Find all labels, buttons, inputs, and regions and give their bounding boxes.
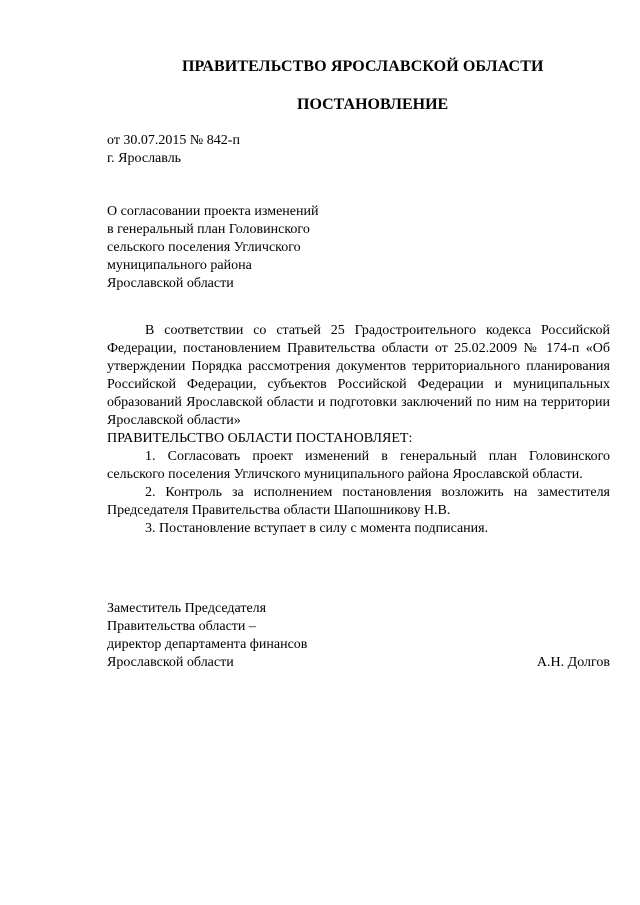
resolution-item: 3. Постановление вступает в силу с момента подписания. xyxy=(145,521,489,536)
signatory-title-line: директор департамента финансов xyxy=(107,637,308,652)
subject-line: муниципального района xyxy=(107,258,252,273)
date-and-number: от 30.07.2015 № 842-п xyxy=(107,133,240,148)
preamble-paragraph: В соответствии со статьей 25 Градостроительного кодекса Российской Федерации, постановлением Правительства области от 25.02.2009 № 174-п «Об утверждении Порядка рассмотрения документов территориального планирования Российской Федерации, субъектов Российской Федерации и муниципальных образований Ярославской области и подготовки заключений по ним на территории Ярославской области» xyxy=(107,323,610,428)
signatory-final-line xyxy=(107,654,610,672)
document-meta xyxy=(107,132,240,168)
document-subject xyxy=(107,203,318,293)
subject-line: О согласовании проекта изменений xyxy=(107,204,319,219)
place-of-issue: г. Ярославль xyxy=(107,151,182,166)
subject-line: Ярославской области xyxy=(107,276,234,291)
resolution-item: 2. Контроль за исполнением постановления возложить на заместителя Председателя Правительства области Шапошникову Н.В. xyxy=(107,485,610,518)
subject-line: в генеральный план Головинского xyxy=(107,222,310,237)
signatory-title-line: Ярославской области xyxy=(107,655,234,670)
signatory-title-line: Правительства области – xyxy=(107,619,256,634)
signatory-name: А.Н. Долгов xyxy=(536,655,610,670)
signatory-title-line: Заместитель Председателя xyxy=(107,601,267,616)
resolution-statement: ПРАВИТЕЛЬСТВО ОБЛАСТИ ПОСТАНОВЛЯЕТ: xyxy=(107,431,413,446)
issuing-authority-heading: ПРАВИТЕЛЬСТВО ЯРОСЛАВСКОЙ ОБЛАСТИ xyxy=(182,58,544,75)
signature-block xyxy=(107,600,610,672)
document-body xyxy=(107,322,610,538)
subject-line: сельского поселения Угличского xyxy=(107,240,301,255)
resolution-item: 1. Согласовать проект изменений в генеральный план Головинского сельского поселения Угличского муниципального района Ярославской области. xyxy=(107,449,610,482)
document-type-heading: ПОСТАНОВЛЕНИЕ xyxy=(297,96,449,113)
